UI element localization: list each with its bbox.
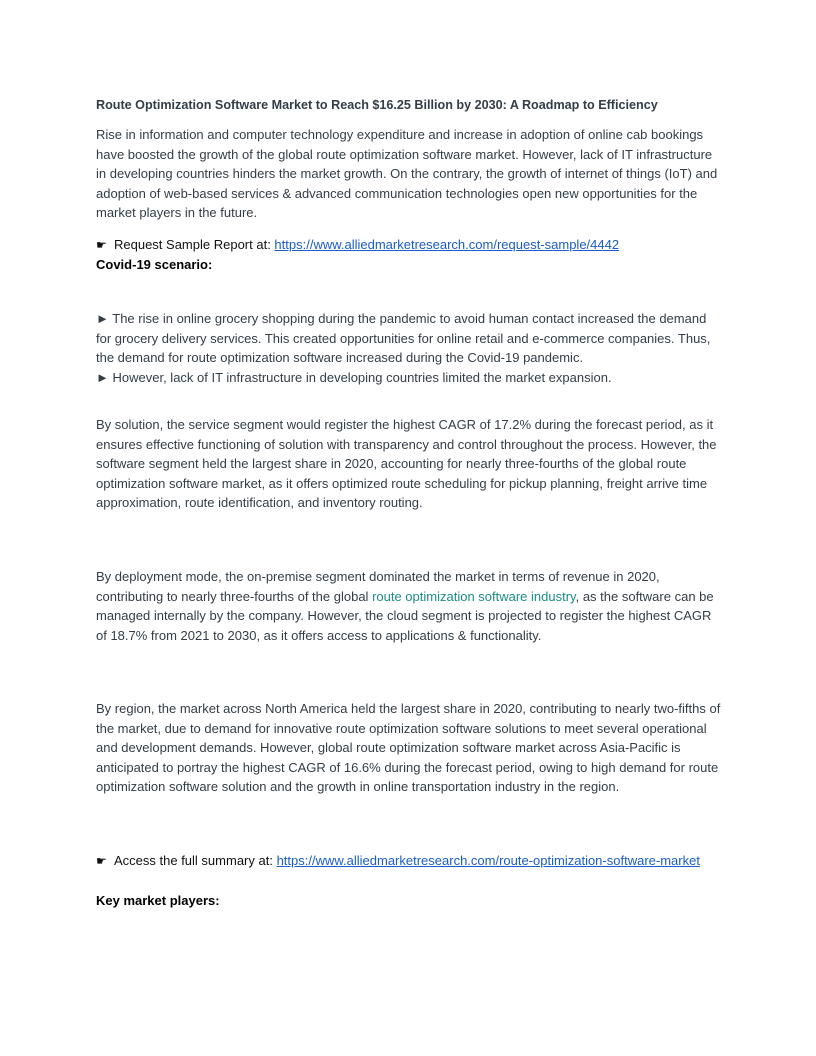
sample-report-line <box>96 235 724 256</box>
region-paragraph: By region, the market across North America held the largest share in 2020, contributing to nearly two-fifths of the market, due to demand for innovative route optimization software solutions to meet several operational and development demands. However, global route optimization software market across Asia-Pacific is anticipated to portray the highest CAGR of 16.6% during the forecast period, owing to high demand for route optimization software solution and the growth in online transportation industry in the region. <box>96 701 721 795</box>
pointing-hand-icon: ☛ <box>96 238 107 252</box>
covid-bullet-list <box>96 309 724 387</box>
intro-paragraph: Rise in information and computer technology expenditure and increase in adoption of online cab bookings have boosted the growth of the global route optimization software market. However, lack of IT infrastructure in developing countries hinders the market growth. On the contrary, the growth of internet of things (IoT) and adoption of web-based services & advanced communication technologies open new opportunities for the market players in the future. <box>96 127 718 221</box>
pointing-hand-icon: ☛ <box>96 854 107 868</box>
sample-report-label: Request Sample Report at: <box>114 237 275 252</box>
full-summary-link[interactable]: https://www.alliedmarketresearch.com/route-optimization-software-market <box>276 853 700 868</box>
deployment-text-after: , as the software can be managed internally by the company. However, the cloud segment is projected to register the highest CAGR of 18.7% from 2021 to 2030, as it offers access to applications & functionality. <box>96 588 714 643</box>
route-optimization-industry-link[interactable]: route optimization software industry <box>372 588 576 604</box>
covid-heading: Covid-19 scenario: <box>96 257 213 272</box>
solution-paragraph: By solution, the service segment would register the highest CAGR of 17.2% during the forecast period, as it ensures effective functioning of solution with transparency and control throughout the process. However, the software segment held the largest share in 2020, accounting for nearly three-fourths of the global route optimization software market, as it offers optimized route scheduling for pickup planning, freight arrive time approximation, route identification, and inventory routing. <box>96 417 717 511</box>
arrow-bullet-icon: ► <box>96 369 109 385</box>
covid-bullet-text: The rise in online grocery shopping during the pandemic to avoid human contact increased the demand for grocery delivery services. This created opportunities for online retail and e-commerce companies. Thus, the demand for route optimization software increased during the Covid-19 pandemic. <box>96 311 711 366</box>
covid-bullet <box>96 368 724 388</box>
covid-bullet <box>96 309 724 368</box>
deployment-paragraph <box>96 567 724 645</box>
key-players-heading: Key market players: <box>96 893 220 908</box>
page-title: Route Optimization Software Market to Reach $16.25 Billion by 2030: A Roadmap to Efficiency <box>96 98 658 112</box>
arrow-bullet-icon: ► <box>96 311 109 326</box>
sample-report-link[interactable]: https://www.alliedmarketresearch.com/request-sample/4442 <box>274 237 620 252</box>
full-summary-label: Access the full summary at: <box>114 853 277 868</box>
deployment-text-before: By deployment mode, the on-premise segment dominated the market in terms of revenue in 2020, contributing to nearly three-fourths of the global <box>96 569 660 604</box>
covid-bullet-text: However, lack of IT infrastructure in developing countries limited the market expansion. <box>112 369 612 385</box>
full-summary-line <box>96 851 724 872</box>
